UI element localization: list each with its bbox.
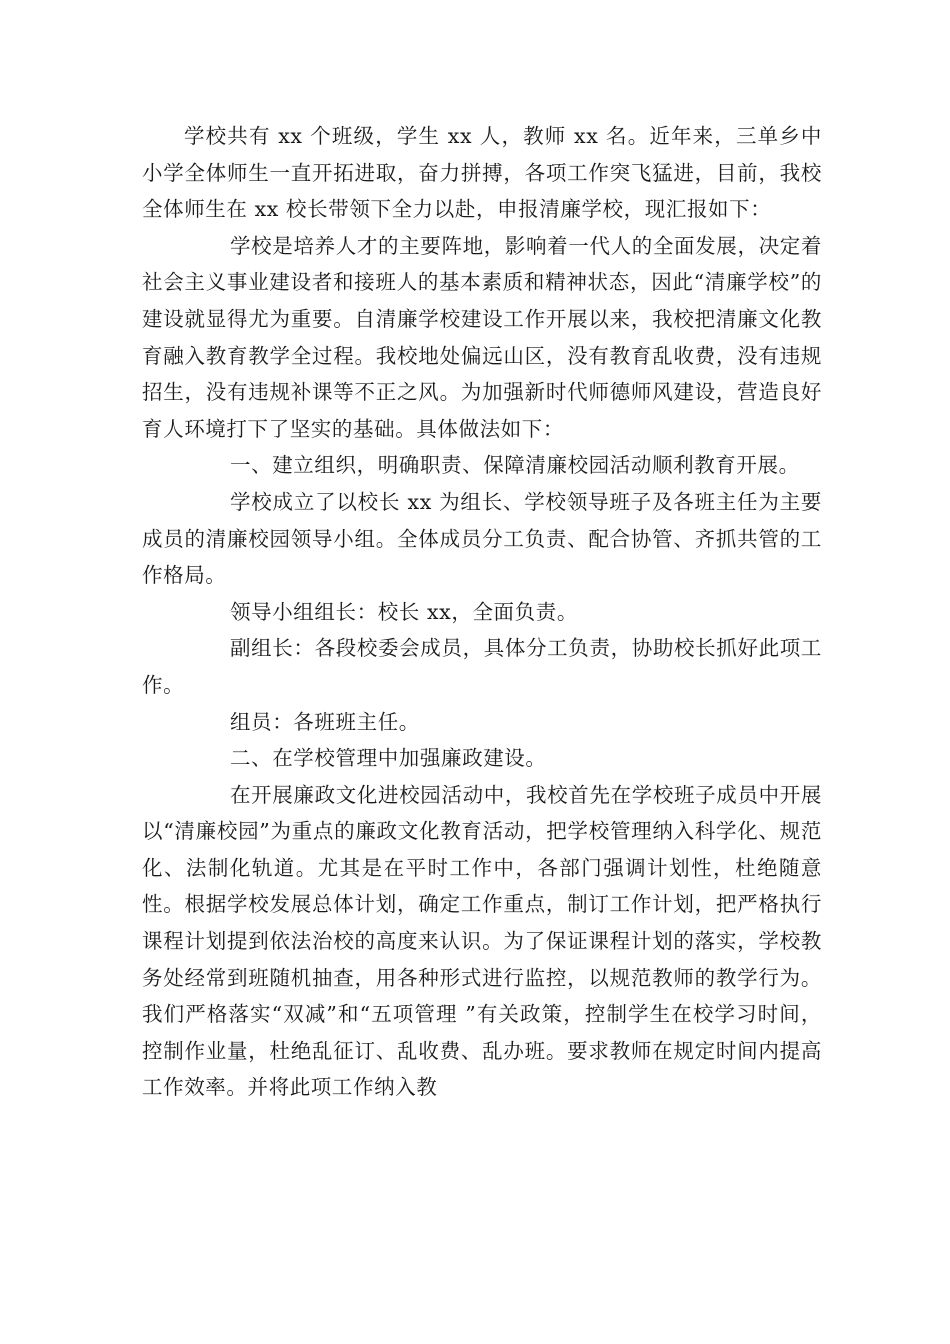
paragraph-leadership-group: 学校成立了以校长 xx 为组长、学校领导班子及各班主任为主要成员的清廉校园领导小组。全体成员分工负责、配合协管、齐抓共管的工作格局。 [142,489,822,588]
document-body [142,118,822,1106]
paragraph-background: 学校是培养人才的主要阵地，影响着一代人的全面发展，决定着社会主义事业建设者和接班人的基本素质和精神状态，因此“清廉学校”的建设就显得尤为重要。自清廉学校建设工作开展以来，我校把清廉文化教育融入教育教学全过程。我校地处偏远山区，没有教育乱收费，没有违规招生，没有违规补课等不正之风。为加强新时代师德师风建设，营造良好育人环境打下了坚实的基础。具体做法如下： [142,233,822,441]
paragraph-deputy-leader: 副组长：各段校委会成员，具体分工负责，协助校长抓好此项工作。 [142,636,822,697]
paragraph-intro: 学校共有 xx 个班级，学生 xx 人，教师 xx 名。近年来，三单乡中小学全体师生一直开拓进取，奋力拼搏，各项工作突飞猛进，目前，我校全体师生在 xx 校长带领下全力以赴，申报清廉学校，现汇报如下： [142,124,822,222]
paragraph-members: 组员：各班班主任。 [230,709,420,734]
heading-section-one: 一、建立组织，明确职责、保障清廉校园活动顺利教育开展。 [230,453,800,478]
heading-section-two: 二、在学校管理中加强廉政建设。 [230,746,547,771]
paragraph-group-leader: 领导小组组长：校长 xx，全面负责。 [230,599,578,624]
paragraph-management: 在开展廉政文化进校园活动中，我校首先在学校班子成员中开展以“清廉校园”为重点的廉政文化教育活动，把学校管理纳入科学化、规范化、法制化轨道。尤其是在平时工作中，各部门强调计划性，杜绝随意性。根据学校发展总体计划，确定工作重点，制订工作计划，把严格执行课程计划提到依法治校的高度来认识。为了保证课程计划的落实，学校教务处经常到班随机抽查，用各种形式进行监控，以规范教师的教学行为。我们严格落实“双减”和“五项管理 ”有关政策，控制学生在校学习时间，控制作业量，杜绝乱征订、乱收费、乱办班。要求教师在规定时间内提高工作效率。并将此项工作纳入教 [142,782,822,1100]
